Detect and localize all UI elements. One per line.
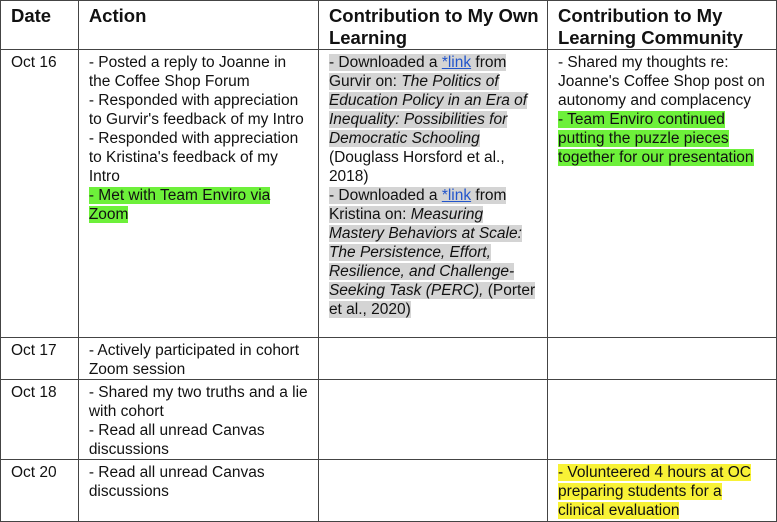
entry-prefix: - Downloaded a	[328, 187, 442, 204]
own-learning-cell	[318, 380, 547, 460]
table-row	[1, 338, 777, 380]
resource-citation: (Douglass Horsford et al., 2018)	[328, 149, 505, 185]
action-entry: - Actively participated in cohort Zoom session	[88, 342, 300, 378]
action-entry: - Responded with appreciation to Kristina's feedback of my Intro	[88, 130, 299, 185]
yellow-highlight: - Volunteered 4 hours at OC preparing students for a clinical evaluation	[557, 464, 751, 519]
date-cell: Oct 17	[1, 338, 79, 380]
resource-title: The Politics of Education Policy in an Era of Inequality: Possibilities for Democratic Schooling	[328, 73, 528, 147]
action-entry: - Shared my two truths and a lie with cohort	[88, 384, 308, 420]
resource-citation: (Porter et al., 2020)	[328, 282, 536, 318]
gray-highlight	[329, 54, 527, 147]
table-row	[1, 380, 777, 460]
header-row	[1, 1, 777, 50]
date-cell: Oct 20	[1, 460, 79, 522]
own-learning-cell	[318, 338, 547, 380]
own-learning-cell	[318, 50, 547, 338]
date-cell: Oct 16	[1, 50, 79, 338]
community-cell	[547, 338, 776, 380]
community-entry: - Shared my thoughts re: Joanne's Coffee Shop post on autonomy and complacency	[557, 54, 765, 109]
green-highlight: - Team Enviro continued putting the puzzle pieces together for our presentation	[557, 111, 754, 166]
action-entry: - Posted a reply to Joanne in the Coffee Shop Forum	[88, 54, 287, 90]
header-community: Contribution to My Learning Community	[547, 1, 776, 50]
header-own-learning: Contribution to My Own Learning	[318, 1, 547, 50]
table-row	[1, 50, 777, 338]
action-entry: - Read all unread Canvas discussions	[88, 422, 265, 458]
entry-source: from Gurvir on:	[328, 54, 507, 90]
community-cell	[547, 380, 776, 460]
table-row	[1, 460, 777, 522]
resource-title: Measuring Mastery Behaviors at Scale: The Persistence, Effort, Resilience, and Challenge-Seeking Task (PERC),	[328, 206, 522, 299]
header-action: Action	[78, 1, 318, 50]
resource-link[interactable]: *link	[441, 187, 472, 204]
entry-prefix: - Downloaded a	[328, 54, 442, 71]
action-entry-highlighted	[89, 186, 312, 224]
action-cell	[78, 50, 318, 338]
green-highlight: - Met with Team Enviro via Zoom	[88, 187, 271, 223]
entry-source: from Kristina on:	[328, 187, 507, 223]
action-cell	[78, 460, 318, 522]
action-entry: - Read all unread Canvas discussions	[88, 464, 265, 500]
community-cell	[547, 460, 776, 522]
action-cell	[78, 380, 318, 460]
action-cell	[78, 338, 318, 380]
date-cell: Oct 18	[1, 380, 79, 460]
community-entry-highlighted	[558, 110, 770, 167]
header-date: Date	[1, 1, 79, 50]
resource-link[interactable]: *link	[441, 54, 472, 71]
action-entry: - Responded with appreciation to Gurvir's feedback of my Intro	[88, 92, 304, 128]
community-cell	[547, 50, 776, 338]
own-learning-cell	[318, 460, 547, 522]
